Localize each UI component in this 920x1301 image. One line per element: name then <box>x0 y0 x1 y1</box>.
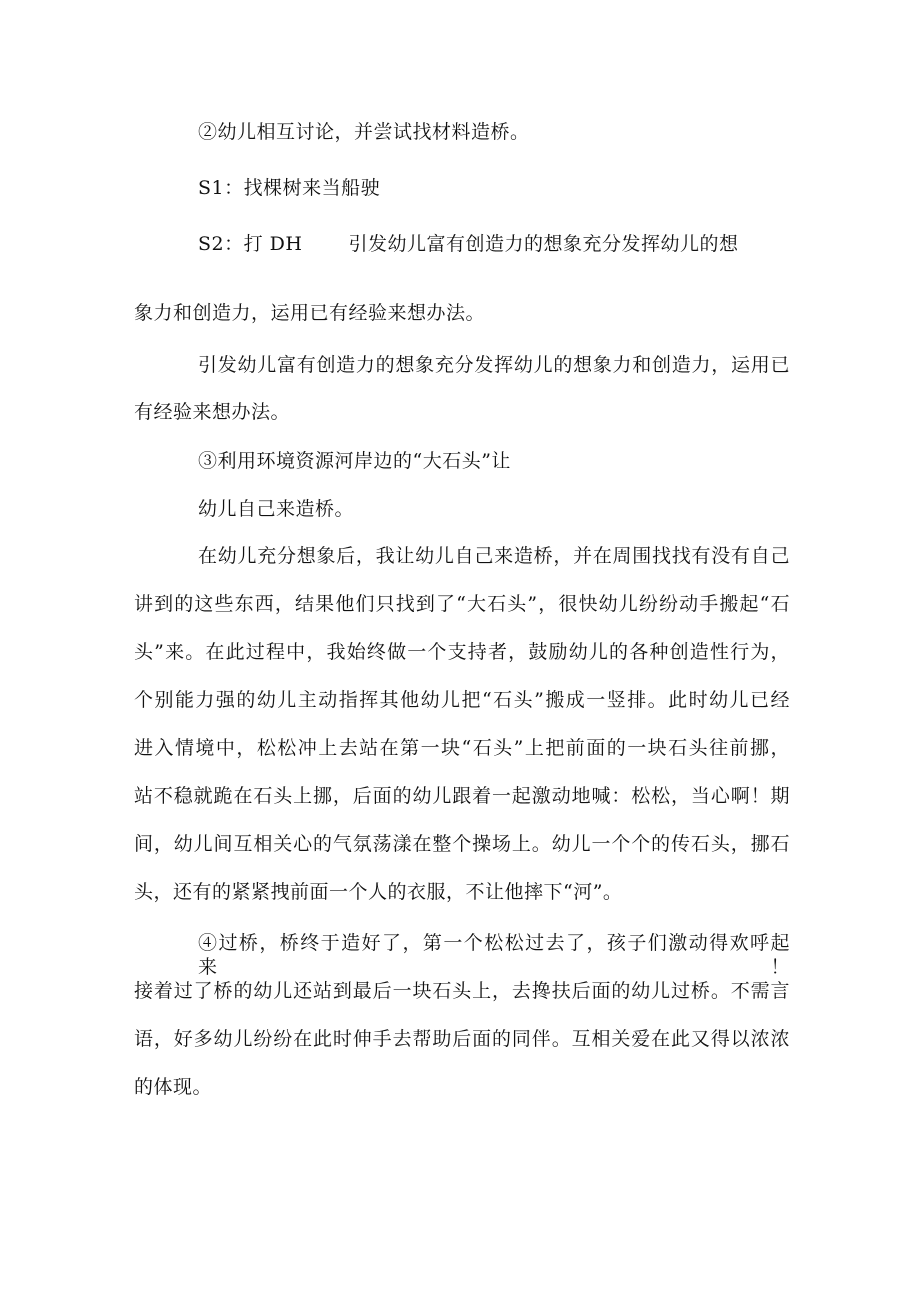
paragraph-imagination-line-2: 有经验来想办法。 <box>134 401 291 423</box>
paragraph-stones-line-1: 在幼儿充分想象后，我让幼儿自己来造桥，并在周围找找有没有自己 <box>198 545 790 567</box>
paragraph-s1: S1：找棵树来当船驶 <box>198 177 381 199</box>
paragraph-stones-line-2: 讲到的这些东西，结果他们只找到了“大石头”，很快幼儿纷纷动手搬起“石 <box>134 593 790 615</box>
s2-text: 引发幼儿富有创造力的想象充分发挥幼儿的想 <box>348 233 739 255</box>
paragraph-crossing-line-3: 语，好多幼儿纷纷在此时伸手去帮助后面的同伴。互相关爱在此又得以浓浓 <box>134 1028 790 1050</box>
paragraph-crossing-line-1: ④过桥，桥终于造好了，第一个松松过去了，孩子们激动得欢呼起来！ <box>198 932 790 978</box>
paragraph-stones-line-5: 进入情境中，松松冲上去站在第一块“石头”上把前面的一块石头往前挪， <box>134 737 790 759</box>
paragraph-stones-line-6: 站不稳就跪在石头上挪，后面的幼儿跟着一起激动地喊：松松，当心啊！期 <box>134 785 790 807</box>
paragraph-s2 <box>198 232 738 256</box>
paragraph-environment: ③利用环境资源河岸边的“大石头”让 <box>198 450 511 472</box>
paragraph-stones-line-7: 间，幼儿间互相关心的气氛荡漾在整个操场上。幼儿一个个的传石头，挪石 <box>134 833 790 855</box>
paragraph-stones-line-3: 头”来。在此过程中，我始终做一个支持者，鼓励幼儿的各种创造性行为， <box>134 641 790 663</box>
paragraph-imagination-line-1: 引发幼儿富有创造力的想象充分发挥幼儿的想象力和创造力，运用已 <box>198 354 790 376</box>
paragraph-stones-line-4: 个别能力强的幼儿主动指挥其他幼儿把“石头”搬成一竖排。此时幼儿已经 <box>134 689 790 711</box>
paragraph-stones-line-8: 头，还有的紧紧拽前面一个人的衣服，不让他摔下“河”。 <box>134 881 623 903</box>
paragraph-build-bridge: 幼儿自己来造桥。 <box>198 498 355 520</box>
paragraph-crossing-line-4: 的体现。 <box>134 1076 213 1098</box>
paragraph-discussion: ②幼儿相互讨论，并尝试找材料造桥。 <box>198 121 530 143</box>
paragraph-crossing-line-2: 接着过了桥的幼儿还站到最后一块石头上，去搀扶后面的幼儿过桥。不需言 <box>134 980 790 1002</box>
paragraph-s2-continued: 象力和创造力，运用已有经验来想办法。 <box>134 302 486 324</box>
s2-label: S2：打 DH <box>198 233 303 255</box>
